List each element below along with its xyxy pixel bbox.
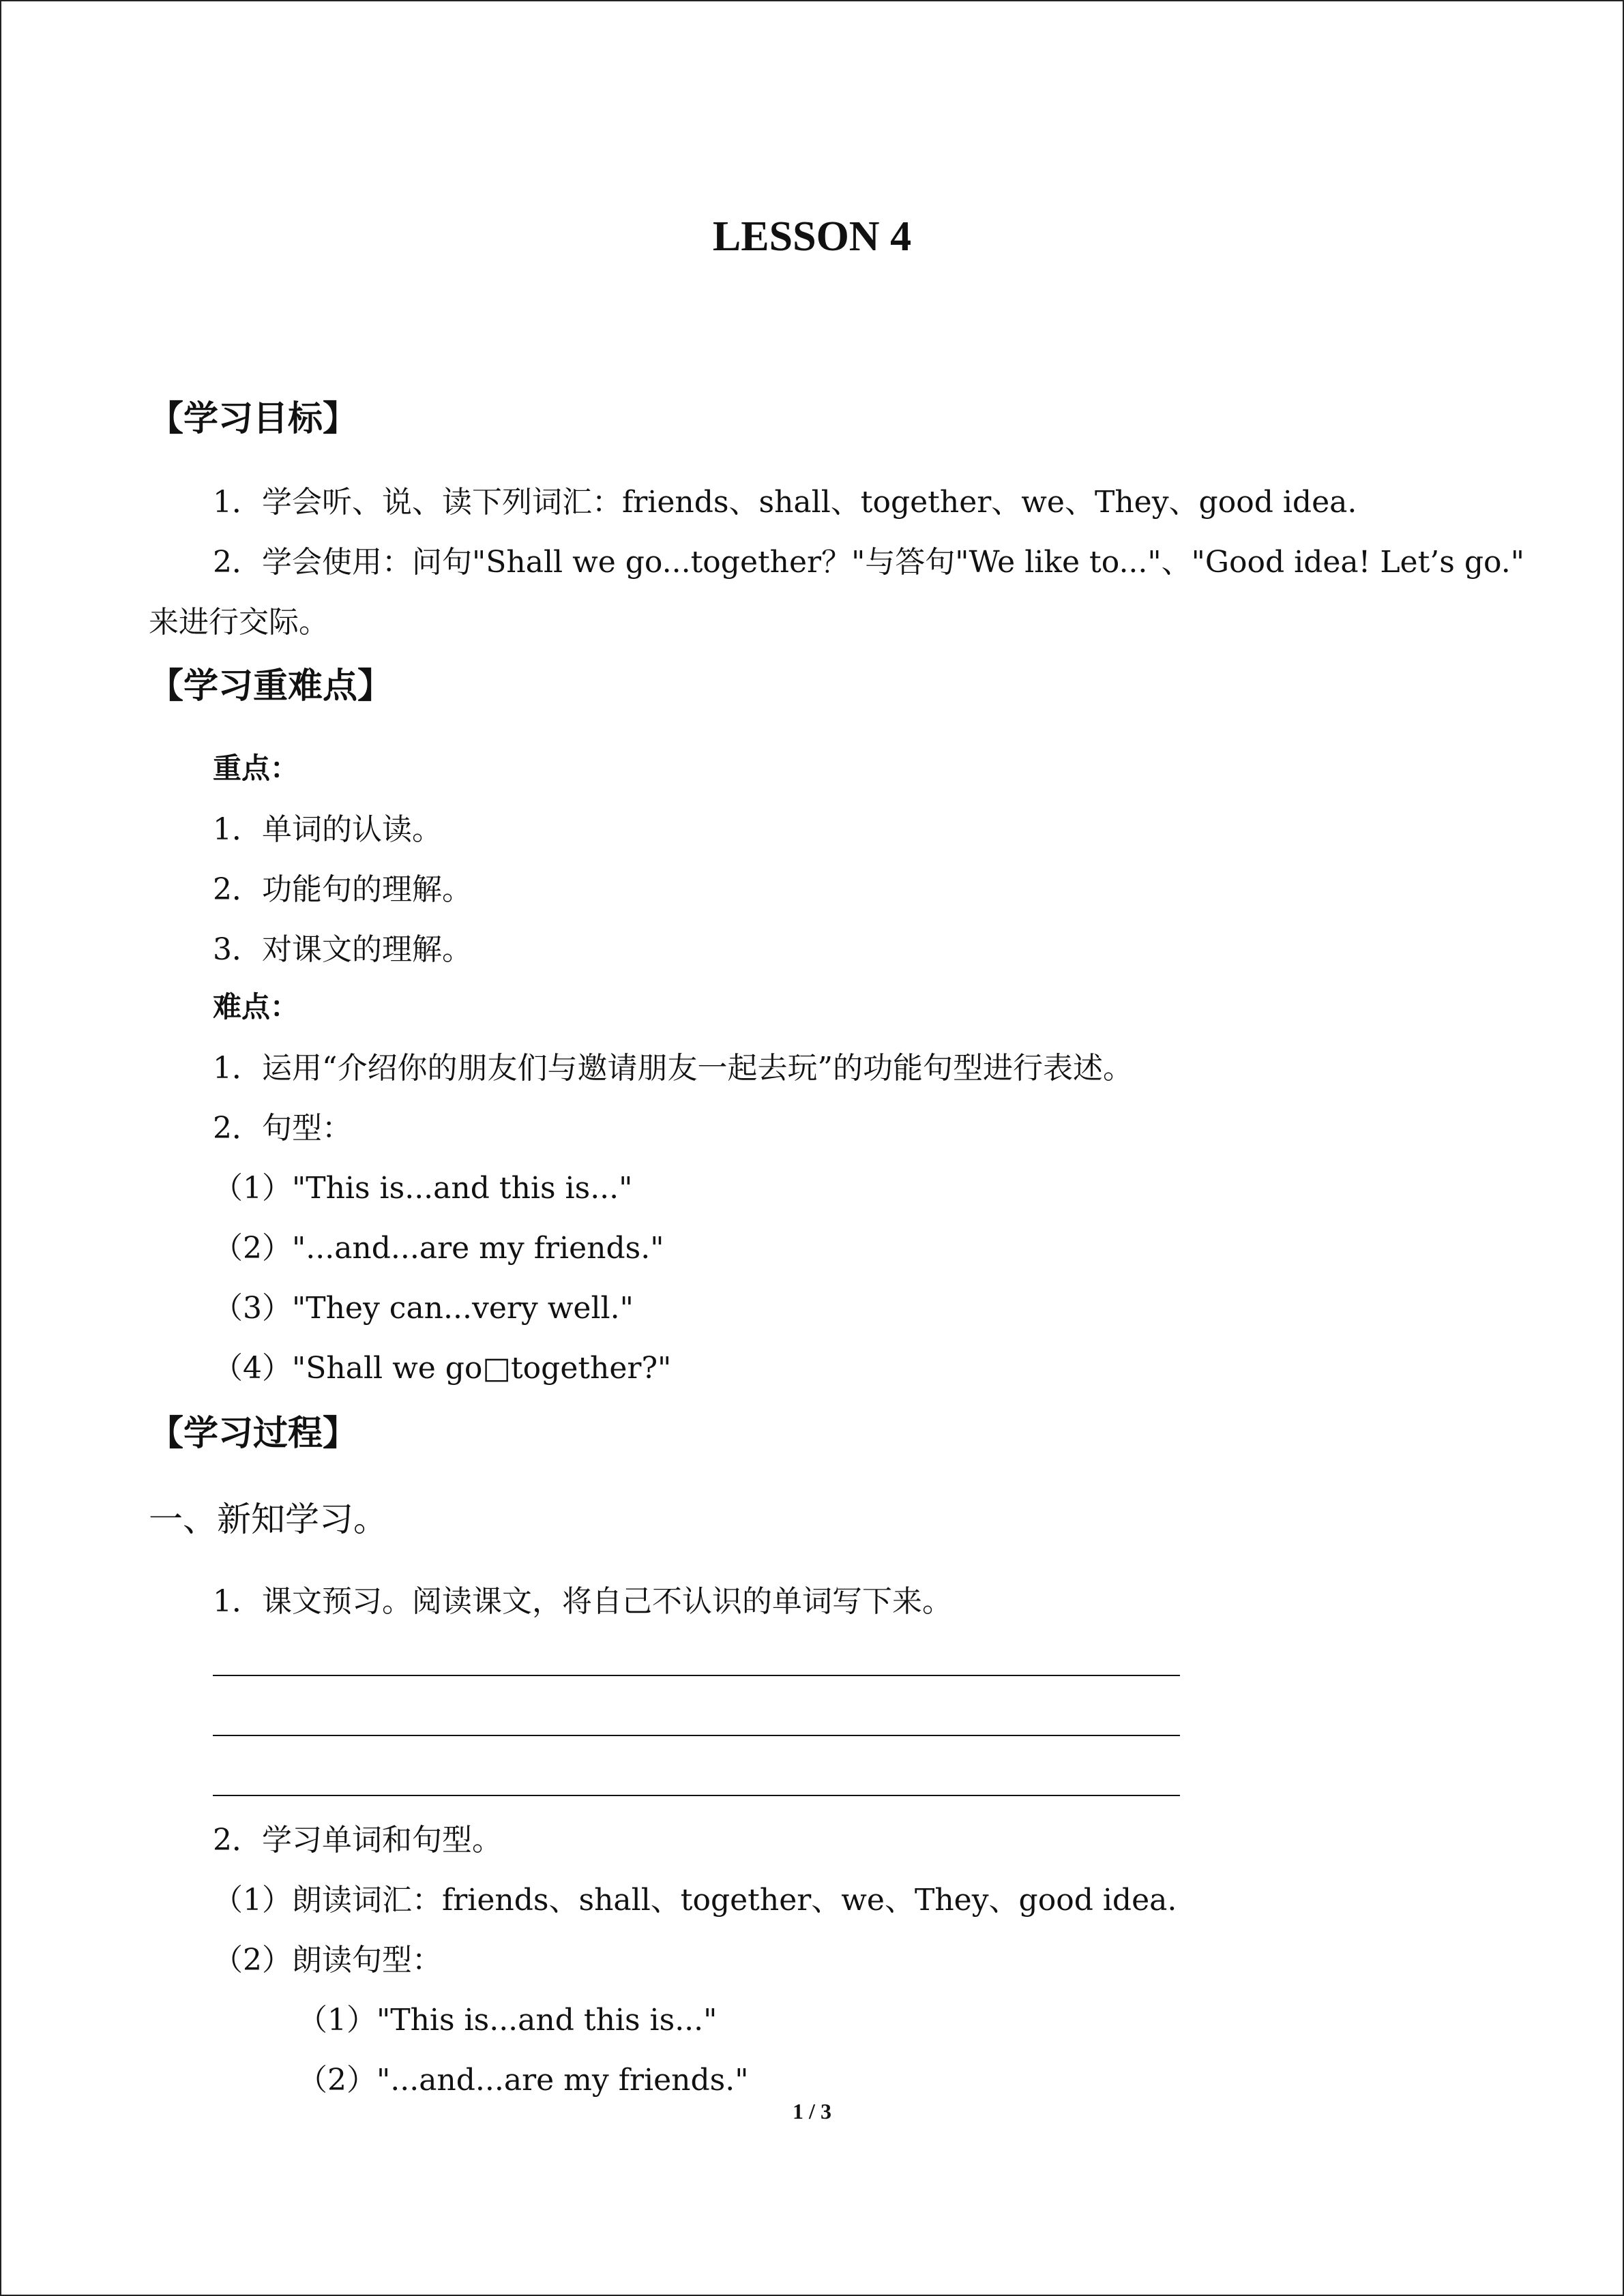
- section-heading-objectives: 【学习目标】: [149, 398, 358, 439]
- sentence-pattern: （3）"They can...very well.": [213, 1291, 634, 1326]
- task-item: 2．学习单词和句型。: [213, 1823, 502, 1858]
- task-sub-item: （2）朗读句型：: [213, 1943, 442, 1978]
- key-points-label: 重点：: [213, 751, 299, 785]
- page-number: 1 / 3: [793, 2099, 831, 2123]
- sentence-pattern: （4）"Shall we go□together?": [213, 1351, 672, 1386]
- key-point-item: 2．功能句的理解。: [213, 872, 472, 907]
- objective-item: 2．学会使用：问句"Shall we go...together？"与答句"We like to..."、"Good idea! Let’s go.": [213, 545, 1524, 580]
- answer-line[interactable]: [213, 1795, 1180, 1796]
- page-title: LESSON 4: [712, 213, 912, 260]
- key-point-item: 1．单词的认读。: [213, 812, 442, 847]
- task-pattern: （2）"...and...are my friends.": [297, 2063, 749, 2098]
- part-title: 一、新知学习。: [149, 1500, 387, 1539]
- sentence-pattern: （2）"...and...are my friends.": [213, 1231, 664, 1266]
- objective-item: 1．学会听、说、读下列词汇：friends、shall、together、we、They、good idea.: [213, 485, 1357, 520]
- answer-line[interactable]: [213, 1735, 1180, 1736]
- difficult-points-label: 难点：: [213, 990, 299, 1024]
- task-pattern: （1）"This is...and this is...": [297, 2003, 718, 2038]
- task-sub-item: （1）朗读词汇：friends、shall、together、we、They、good idea.: [213, 1883, 1177, 1918]
- difficult-point-item: 2．句型：: [213, 1111, 352, 1146]
- section-heading-key-points: 【学习重难点】: [149, 666, 393, 706]
- task-item: 1．课文预习。阅读课文，将自己不认识的单词写下来。: [213, 1584, 952, 1619]
- answer-line[interactable]: [213, 1675, 1180, 1676]
- sentence-pattern: （1）"This is...and this is...": [213, 1171, 633, 1206]
- section-heading-process: 【学习过程】: [149, 1413, 358, 1454]
- key-point-item: 3．对课文的理解。: [213, 932, 472, 967]
- difficult-point-item: 1．运用“介绍你的朋友们与邀请朋友一起去玩”的功能句型进行表述。: [213, 1051, 1133, 1086]
- objective-item-continuation: 来进行交际。: [149, 605, 329, 640]
